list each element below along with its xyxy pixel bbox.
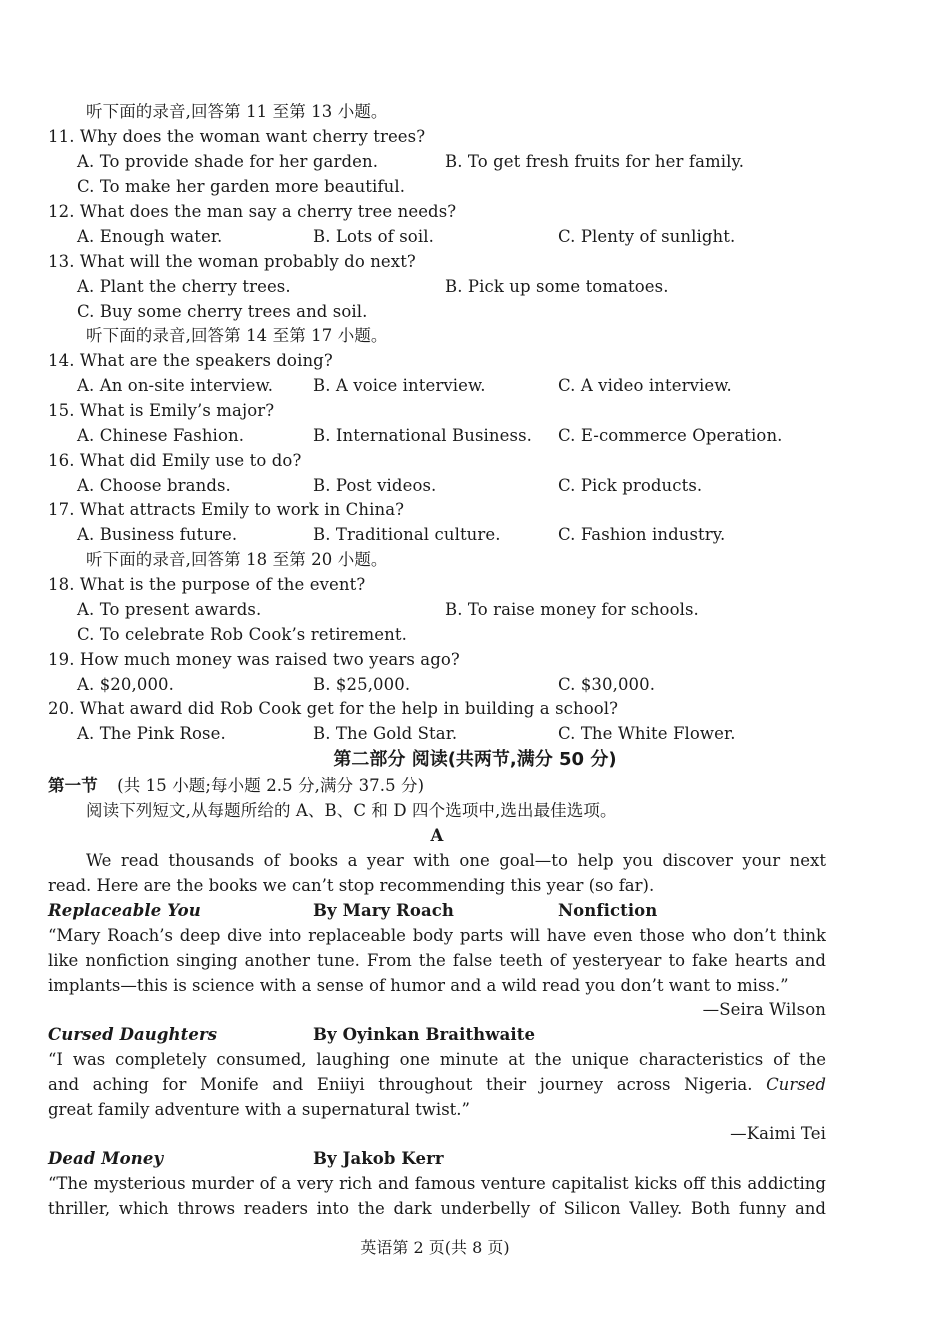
question-13: 13. What will the woman probably do next? — [48, 252, 416, 271]
options-15 — [0, 424, 950, 448]
section-one-heading — [48, 774, 424, 798]
book-3-author: By Jakob Kerr — [313, 1149, 444, 1168]
options-12 — [0, 225, 950, 249]
listening-intro-11-13: 听下面的录音,回答第 11 至第 13 小题。 — [86, 102, 388, 121]
option-12-c: C. Plenty of sunlight. — [558, 227, 736, 246]
book-3-title: Dead Money — [48, 1149, 164, 1168]
book-2-reviewer: —Kaimi Tei — [730, 1124, 826, 1143]
option-13-a: A. Plant the cherry trees. — [77, 277, 291, 296]
listening-intro-14-17: 听下面的录音,回答第 14 至第 17 小题。 — [86, 326, 388, 345]
option-13-b: B. Pick up some tomatoes. — [445, 277, 669, 296]
option-12-a: A. Enough water. — [77, 227, 223, 246]
book-3-review-line-2: thriller, which throws readers into the dark underbelly of Silicon Valley. Both funny and — [48, 1199, 826, 1218]
book-2-author: By Oyinkan Braithwaite — [313, 1025, 536, 1044]
question-12: 12. What does the man say a cherry tree needs? — [48, 202, 457, 221]
passage-intro-line-2: read. Here are the books we can’t stop recommending this year (so far). — [48, 876, 655, 895]
options-18 — [0, 598, 950, 622]
question-16: 16. What did Emily use to do? — [48, 451, 302, 470]
option-14-a: A. An on-site interview. — [77, 376, 274, 395]
book-1-review-line-1: “Mary Roach’s deep dive into replaceable body parts will have even those who don’t think — [48, 926, 826, 945]
question-15: 15. What is Emily’s major? — [48, 401, 275, 420]
question-14: 14. What are the speakers doing? — [48, 351, 333, 370]
book-1-review-line-3: implants—this is science with a sense of humor and a wild read you don’t want to miss.” — [48, 976, 789, 995]
book-1-author: By Mary Roach — [313, 901, 455, 920]
options-19 — [0, 673, 950, 697]
reading-instruction: 阅读下列短文,从每题所给的 A、B、C 和 D 四个选项中,选出最佳选项。 — [86, 801, 617, 820]
book-1-genre: Nonfiction — [558, 901, 658, 920]
options-14 — [0, 374, 950, 398]
option-15-b: B. International Business. — [313, 426, 533, 445]
option-18-b: B. To raise money for schools. — [445, 600, 699, 619]
book-1-review-line-2: like nonfiction singing another tune. From the false teeth of yesteryear to fake hearts and — [48, 951, 826, 970]
book-2-review-line-2 — [48, 1073, 826, 1098]
option-12-b: B. Lots of soil. — [313, 227, 434, 246]
book-2-inline-title: Cursed — [766, 1075, 826, 1094]
book-1-header — [0, 899, 950, 923]
option-20-c: C. The White Flower. — [558, 724, 736, 743]
option-20-b: B. The Gold Star. — [313, 724, 458, 743]
passage-letter: A — [430, 826, 444, 845]
options-13 — [0, 275, 950, 299]
book-2-review-line-1: “I was completely consumed, laughing one minute at the unique characteristics of the — [48, 1050, 826, 1069]
option-15-a: A. Chinese Fashion. — [77, 426, 245, 445]
question-20: 20. What award did Rob Cook get for the help in building a school? — [48, 699, 619, 718]
book-1-title: Replaceable You — [48, 901, 201, 920]
book-3-header — [0, 1147, 950, 1171]
section-one-info: (共 15 小题;每小题 2.5 分,满分 37.5 分) — [117, 776, 425, 795]
book-3-review-line-1: “The mysterious murder of a very rich and famous venture capitalist kicks off this addicting — [48, 1174, 826, 1193]
option-19-b: B. $25,000. — [313, 675, 411, 694]
options-17 — [0, 523, 950, 547]
option-18-a: A. To present awards. — [77, 600, 262, 619]
option-17-a: A. Business future. — [77, 525, 238, 544]
option-18-c: C. To celebrate Rob Cook’s retirement. — [77, 625, 407, 644]
option-16-a: A. Choose brands. — [77, 476, 231, 495]
book-2-header — [0, 1023, 950, 1047]
option-19-c: C. $30,000. — [558, 675, 656, 694]
book-2-review-text: and aching for Monife and Eniiyi throughout their journey across Nigeria. — [48, 1075, 753, 1094]
option-16-b: B. Post videos. — [313, 476, 437, 495]
options-16 — [0, 474, 950, 498]
book-2-review-line-3: great family adventure with a supernatural twist.” — [48, 1100, 470, 1119]
option-14-c: C. A video interview. — [558, 376, 732, 395]
option-20-a: A. The Pink Rose. — [77, 724, 226, 743]
option-11-a: A. To provide shade for her garden. — [77, 152, 379, 171]
option-16-c: C. Pick products. — [558, 476, 703, 495]
question-17: 17. What attracts Emily to work in China? — [48, 500, 405, 519]
option-11-c: C. To make her garden more beautiful. — [77, 177, 406, 196]
listening-intro-18-20: 听下面的录音,回答第 18 至第 20 小题。 — [86, 550, 388, 569]
question-19: 19. How much money was raised two years ago? — [48, 650, 460, 669]
question-18: 18. What is the purpose of the event? — [48, 575, 366, 594]
page-footer: 英语第 2 页(共 8 页) — [360, 1238, 510, 1257]
book-1-reviewer: —Seira Wilson — [702, 1000, 826, 1019]
option-19-a: A. $20,000. — [77, 675, 174, 694]
option-14-b: B. A voice interview. — [313, 376, 486, 395]
options-11 — [0, 150, 950, 174]
book-2-title: Cursed Daughters — [48, 1025, 218, 1044]
options-20 — [0, 722, 950, 746]
section-one-label: 第一节 — [48, 776, 98, 795]
option-15-c: C. E-commerce Operation. — [558, 426, 783, 445]
option-13-c: C. Buy some cherry trees and soil. — [77, 302, 368, 321]
option-17-c: C. Fashion industry. — [558, 525, 726, 544]
option-17-b: B. Traditional culture. — [313, 525, 501, 544]
question-11: 11. Why does the woman want cherry trees? — [48, 127, 426, 146]
option-11-b: B. To get fresh fruits for her family. — [445, 152, 745, 171]
passage-intro-line-1: We read thousands of books a year with one goal—to help you discover your next — [86, 851, 826, 870]
part-two-title: 第二部分 阅读(共两节,满分 50 分) — [333, 749, 617, 770]
